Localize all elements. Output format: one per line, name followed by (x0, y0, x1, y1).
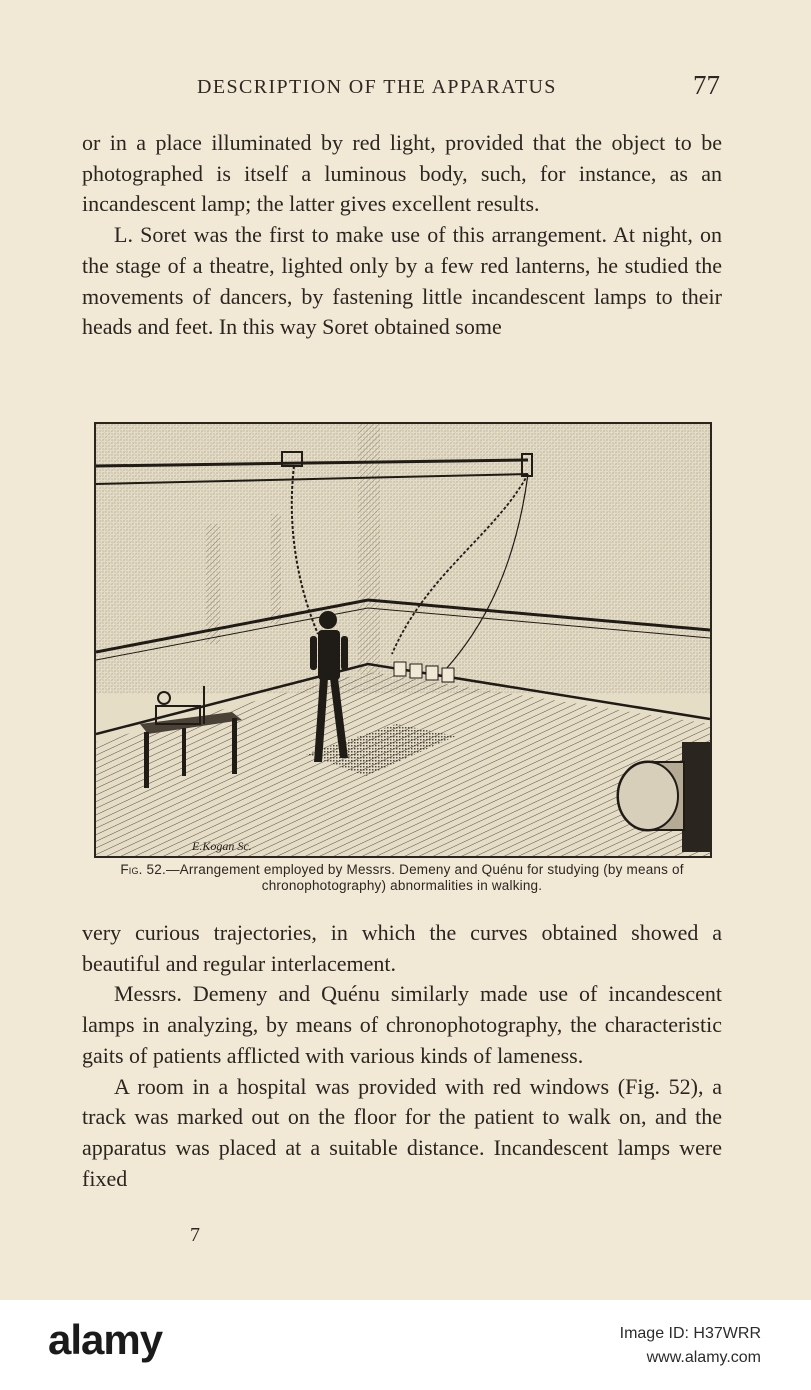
image-id-block (620, 1322, 761, 1370)
site-url: www.alamy.com (646, 1349, 761, 1366)
page-number: 77 (693, 70, 720, 100)
watermark-bar (0, 1300, 811, 1390)
paragraph: L. Soret was the first to make use of this arrangement. At night, on the stage of a theatre, lighted only by a few red lanterns, he studied the movements of dancers, by fastening little incandescent lamps to their heads and feet. In this way Soret obtained some (82, 222, 722, 340)
alamy-logo: alamy (48, 1316, 163, 1363)
running-head: DESCRIPTION OF THE APPARATUS (197, 76, 557, 98)
caption-text: —Arrangement employed by Messrs. Demeny and Quénu for studying (by means of chronophotography) abnormalities in walking. (165, 862, 684, 893)
figure-label: Fig. 52. (120, 862, 166, 877)
page-header (82, 70, 722, 106)
paragraph: A room in a hospital was provided with red windows (Fig. 52), a track was marked out on the floor for the patient to walk on, and the apparatus was placed at a suitable distance. Incandescent lamps were fixed (82, 1073, 722, 1191)
engraving-illustration (96, 424, 710, 856)
engraver-signature: E.Kogan Sc. (192, 839, 252, 853)
figure-52-illustration (94, 422, 712, 858)
paragraph: very curious trajectories, in which the curves obtained showed a beautiful and regular interlacement. (82, 920, 722, 976)
floor (96, 672, 710, 856)
paragraph: or in a place illuminated by red light, provided that the object to be photographed is itself a luminous body, such, for instance, as an incandescent lamp; the latter gives excellent results. (82, 130, 722, 217)
image-id: Image ID: H37WRR (619, 1325, 761, 1342)
figure-caption (82, 862, 722, 894)
body-text-top (82, 128, 722, 343)
body-text-bottom (82, 918, 722, 1194)
paragraph: Messrs. Demeny and Quénu similarly made use of incandescent lamps in analyzing, by means of chronophotography, the characteristic gaits of patients afflicted with various kinds of lameness. (82, 981, 722, 1068)
signature-mark: 7 (190, 1224, 200, 1246)
